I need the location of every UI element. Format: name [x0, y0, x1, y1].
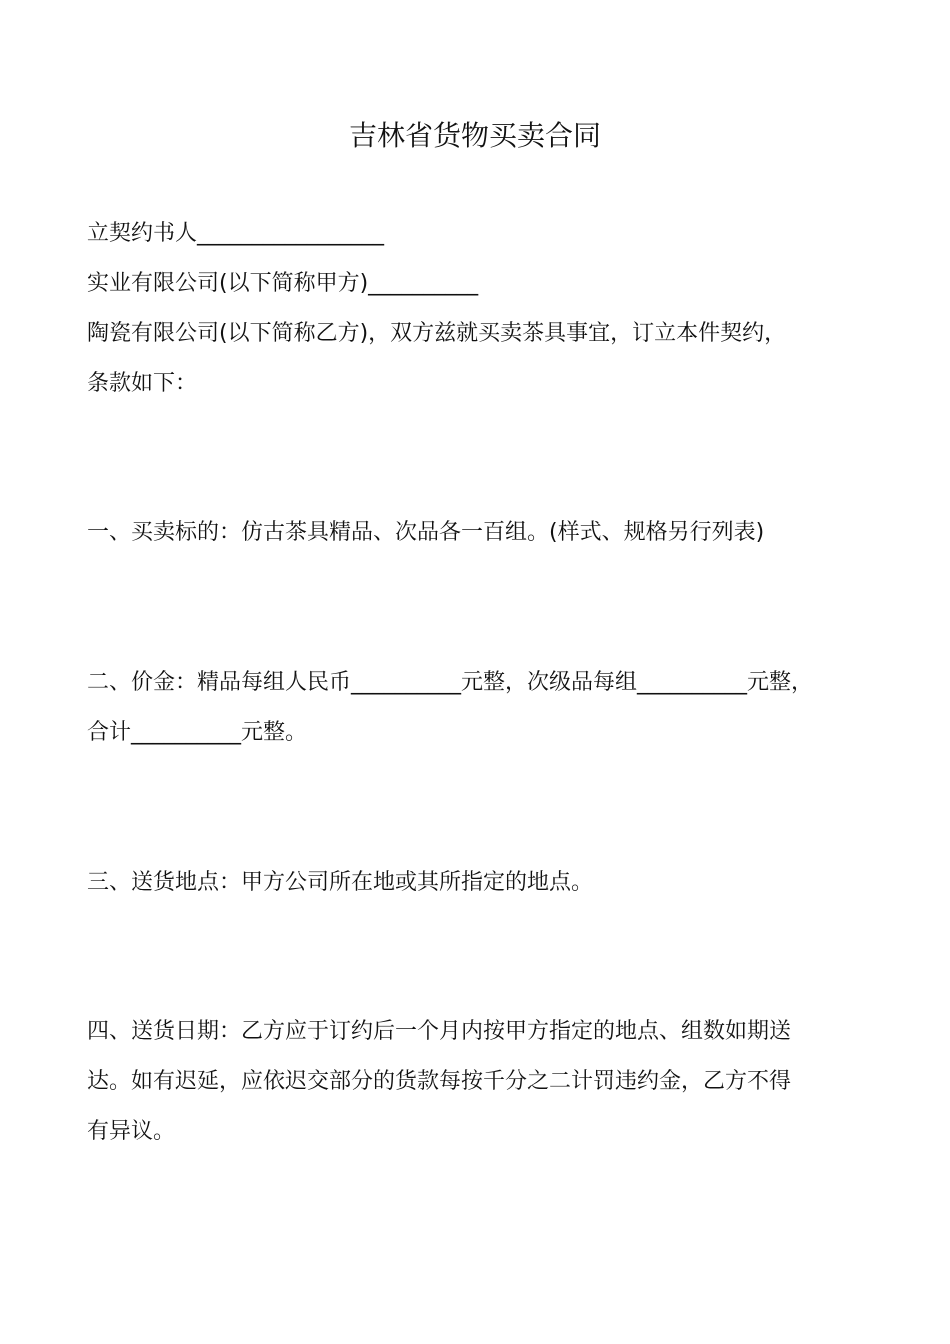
clause-3-delivery-place: 三、送货地点：甲方公司所在地或其所指定的地点。 — [87, 870, 594, 895]
clause-4-delivery-date-line2: 达。如有迟延，应依迟交部分的货款每按千分之二计罚违约金，乙方不得 — [87, 1069, 792, 1094]
clause-2-total: 合计__________元整。 — [87, 720, 308, 745]
clause-4-delivery-date-line1: 四、送货日期：乙方应于订约后一个月内按甲方指定的地点、组数如期送 — [87, 1019, 792, 1044]
clause-4-delivery-date-line3: 有异议。 — [87, 1119, 176, 1144]
document-title: 吉林省货物买卖合同 — [348, 119, 601, 152]
terms-intro-line: 条款如下： — [87, 371, 198, 396]
clause-1-subject: 一、买卖标的：仿古茶具精品、次品各一百组。(样式、规格另行列表) — [87, 520, 765, 545]
contract-party-line: 立契约书人_________________ — [87, 221, 385, 246]
clause-2-price: 二、价金：精品每组人民币__________元整，次级品每组__________元整， — [87, 670, 814, 695]
party-b-line: 陶瓷有限公司(以下简称乙方)，双方兹就买卖茶具事宜，订立本件契约， — [87, 321, 787, 346]
party-a-line: 实业有限公司(以下简称甲方)__________ — [87, 271, 479, 296]
